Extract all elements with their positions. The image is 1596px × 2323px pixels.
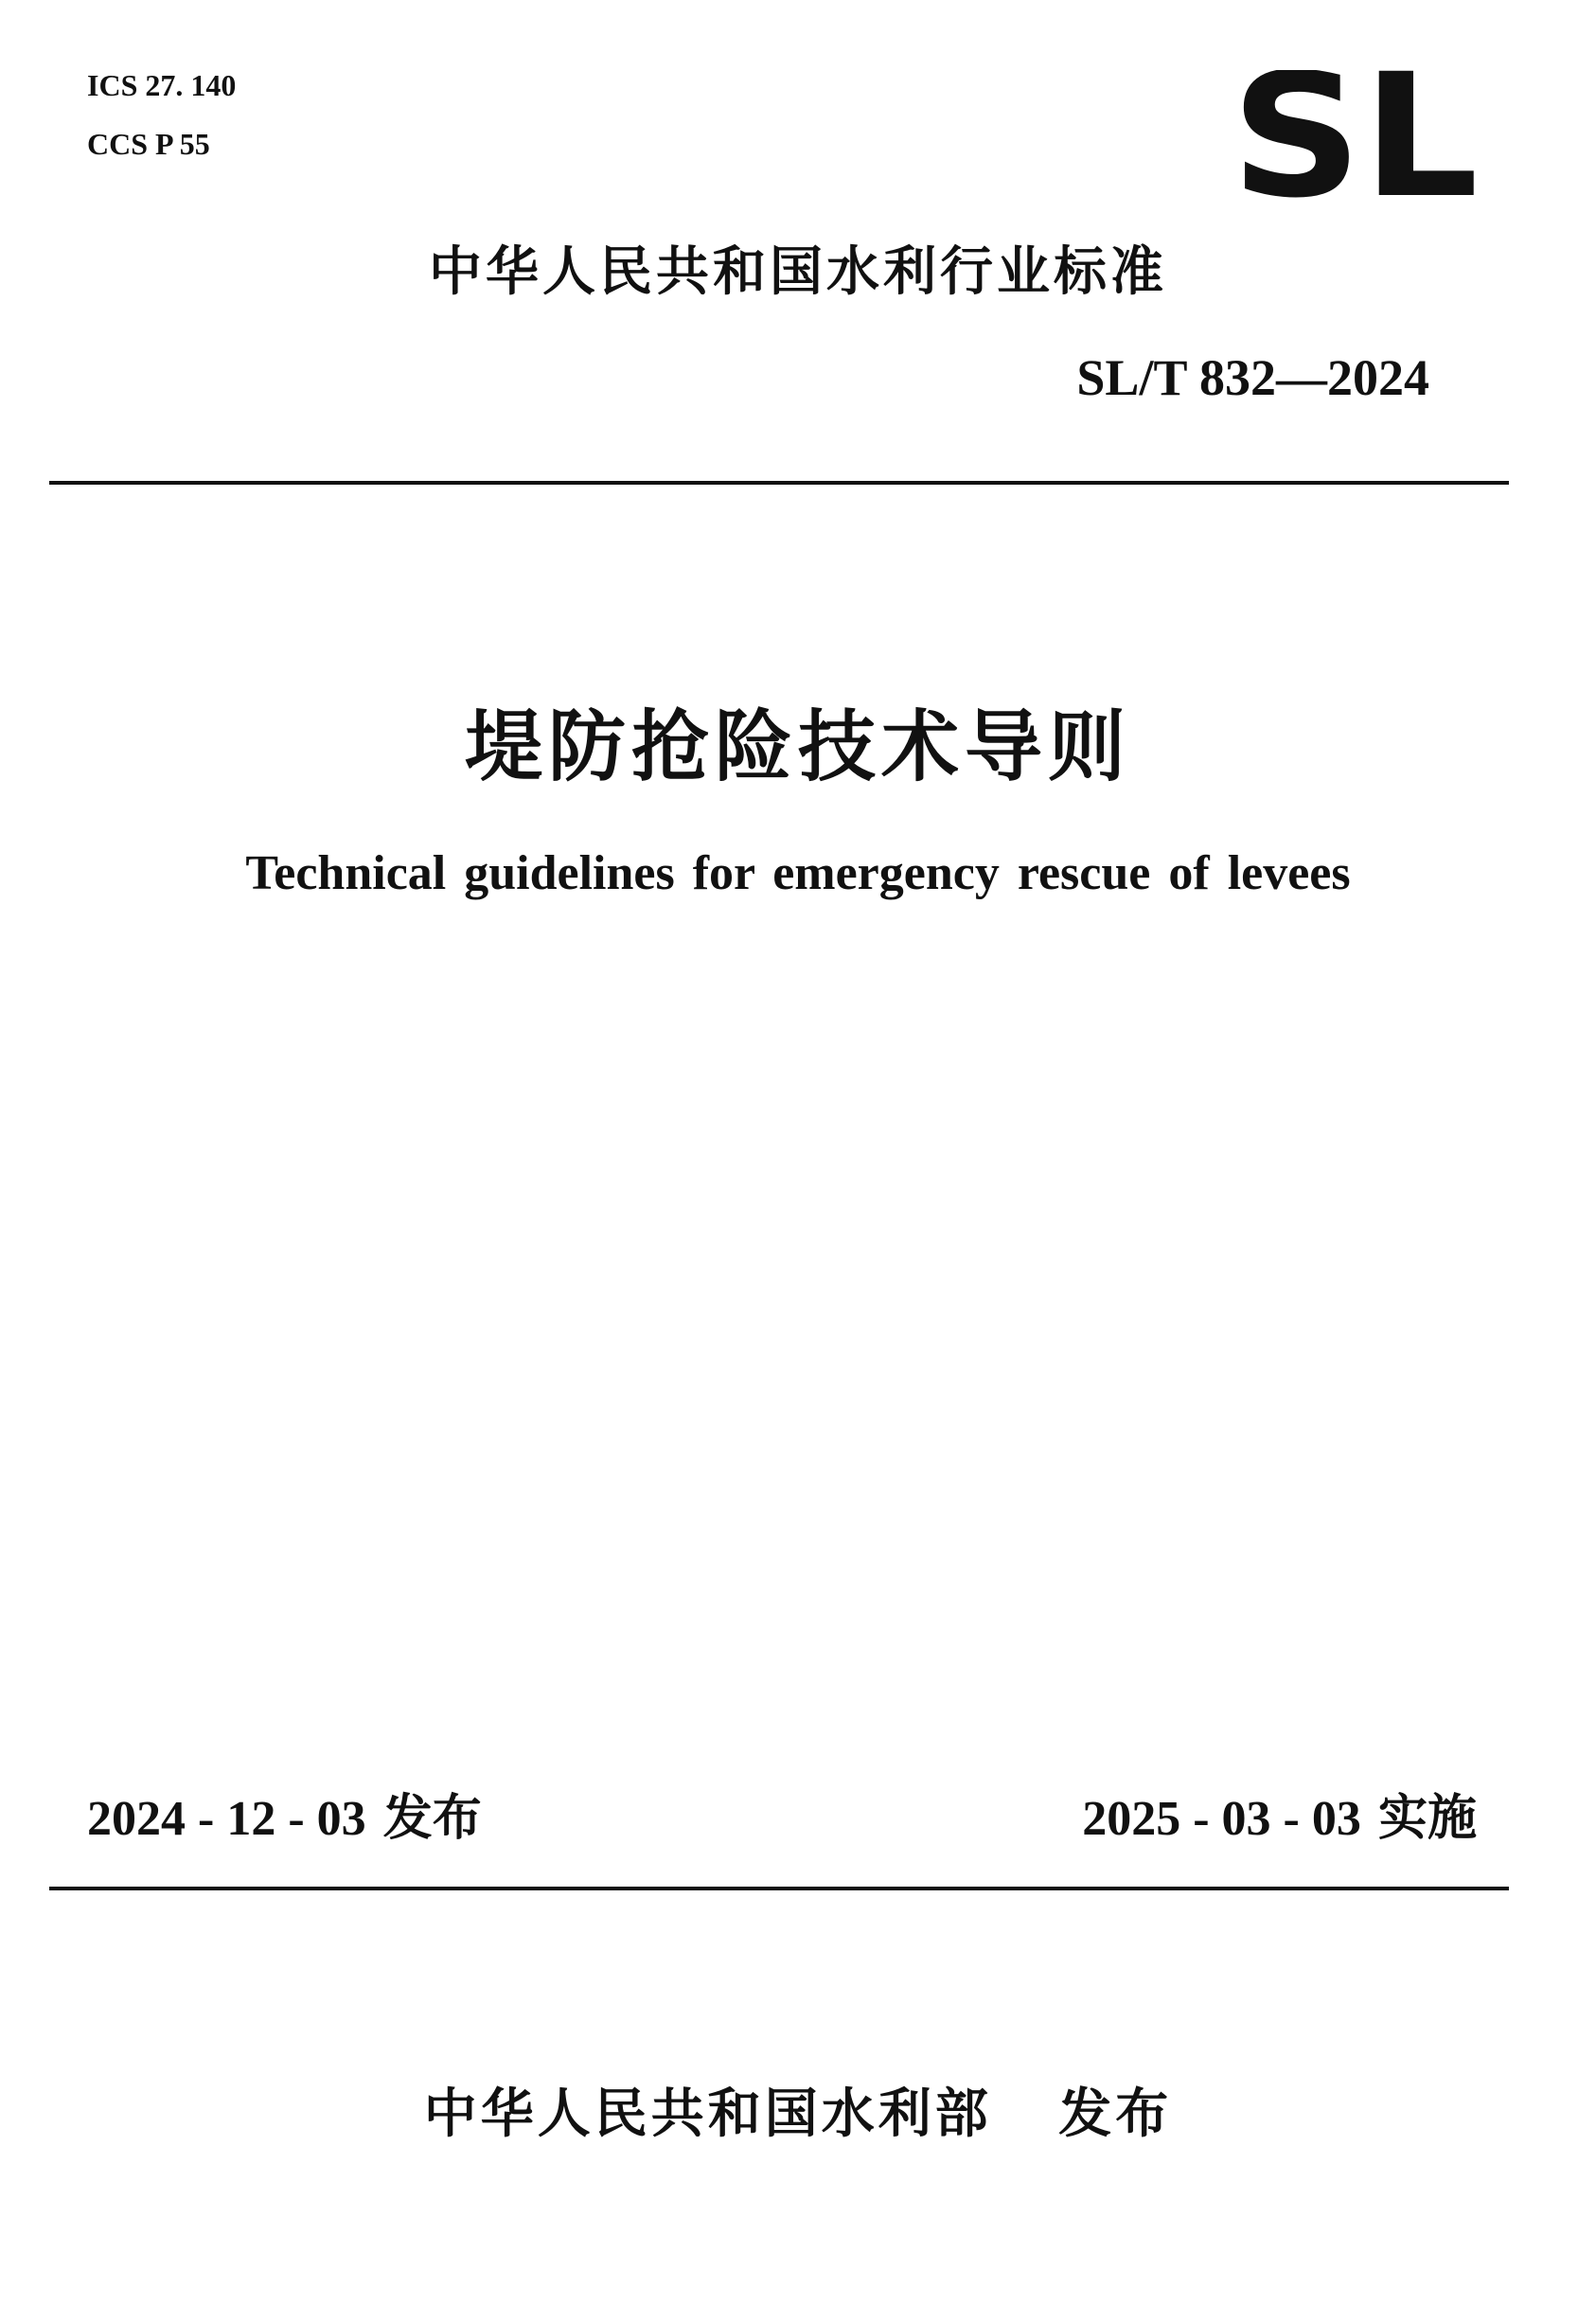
industry-standard-heading: 中华人民共和国水利行业标准	[429, 241, 1167, 303]
implementation-date: 2025 - 03 - 03	[1082, 1792, 1361, 1846]
sl-logo	[1227, 70, 1482, 204]
issue-date: 2024 - 12 - 03	[87, 1792, 366, 1846]
publisher-name: 中华人民共和国水利部	[423, 2084, 992, 2145]
publisher-line	[0, 2079, 1596, 2151]
publisher-action: 发布	[1058, 2084, 1173, 2145]
issue-date-line	[87, 1785, 482, 1853]
sl-logo-text: SL	[1231, 70, 1479, 204]
top-divider	[49, 481, 1509, 485]
issue-label: 发布	[382, 1790, 482, 1847]
ics-code: ICS 27. 140	[87, 68, 237, 102]
ccs-code: CCS P 55	[87, 127, 210, 161]
document-title-chinese: 堤防抢险技术导则	[464, 702, 1131, 792]
bottom-divider	[49, 1887, 1509, 1890]
implementation-label: 实施	[1377, 1790, 1477, 1847]
implementation-date-line	[1082, 1785, 1477, 1853]
standard-number: SL/T 832—2024	[1076, 349, 1429, 406]
document-title-english: Technical guidelines for emergency rescue of levees	[245, 846, 1351, 900]
